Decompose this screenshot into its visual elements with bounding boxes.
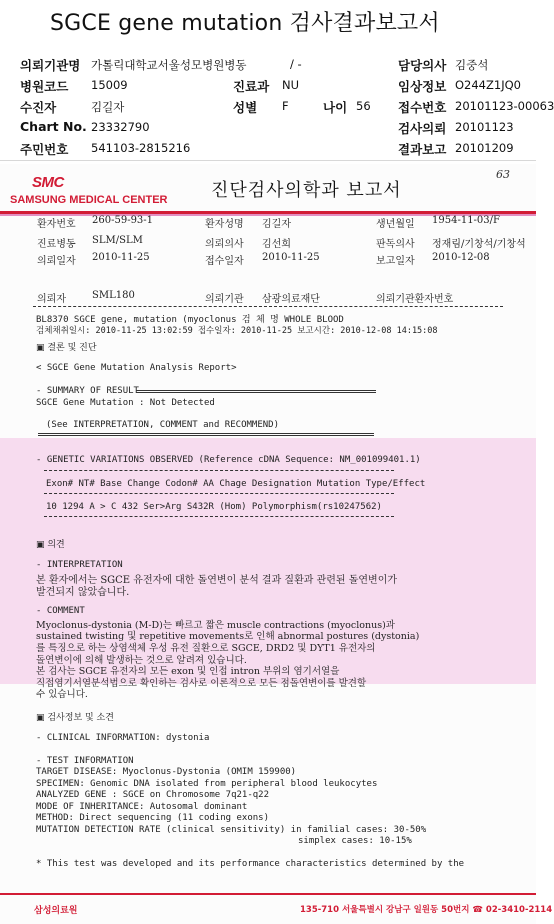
test-info-line: ANALYZED GENE : SGCE on Chromosome 7q21-q22 (36, 790, 269, 800)
label-attending-doctor: 담당의사 (398, 58, 447, 73)
info-label: 환자번호 (37, 219, 76, 230)
label-chart-no: Chart No. (20, 119, 87, 134)
smc-logo: SMC (32, 174, 64, 191)
value-ward: / - (290, 57, 302, 71)
disclaimer: * This test was developed and its performance characteristics determined by the (36, 859, 465, 869)
label-clinical-info: 임상정보 (398, 79, 447, 94)
info-label: 의뢰자 (37, 294, 66, 305)
interpretation-line: 본 환자에서는 SGCE 유전자에 대한 돌연변이 분석 결과 질환과 관련된 돌연변이가 (36, 575, 398, 586)
info-label: 의뢰의사 (205, 239, 244, 250)
page-mark: 63 (496, 168, 510, 181)
label-department: 진료과 (233, 79, 270, 94)
info-value: 정재림/기창석/기창석 (432, 239, 526, 250)
comment-line: 수 있습니다. (36, 689, 88, 700)
value-hospital-code: 15009 (91, 78, 128, 92)
footer-rule (0, 893, 536, 895)
divider (44, 493, 394, 494)
test-info-line: MUTATION DETECTION RATE (clinical sensitivity) in familial cases: 30-50% (36, 825, 427, 835)
variation-table-header: Exon# NT# Base Change Codon# AA Chage Designation Mutation Type/Effect (46, 479, 426, 489)
info-label: 환자성명 (205, 219, 244, 230)
info-label: 의뢰일자 (37, 256, 76, 267)
value-chart-no: 23332790 (91, 120, 150, 134)
divider (44, 470, 394, 471)
test-info-line: simplex cases: 10-15% (298, 836, 412, 846)
comment-line: 돌연변이에 의해 발생하는 것으로 알려져 있습니다. (36, 655, 247, 666)
info-label: 보고일자 (376, 256, 415, 267)
value-age: 56 (356, 99, 371, 113)
section-conclusion: ▣ 결론 및 진단 (36, 343, 97, 353)
value-attending-doctor: 김중석 (455, 58, 489, 72)
value-result-report: 20101209 (455, 141, 514, 155)
comment-heading: - COMMENT (36, 606, 85, 616)
value-patient: 김길자 (91, 100, 125, 114)
label-requesting-institution: 의뢰기관명 (20, 58, 81, 73)
info-value: 김선희 (262, 239, 291, 250)
value-department: NU (282, 78, 300, 92)
comment-line: sustained twisting 및 repetitive movements로 인해 abnormal postures (dystonia) (36, 631, 420, 642)
divider (44, 516, 394, 517)
value-clinical-info: O244Z1JQ0 (455, 78, 521, 92)
info-label: 생년월일 (376, 219, 415, 230)
label-result-report: 결과보고 (398, 142, 447, 157)
variations-heading: - GENETIC VARIATIONS OBSERVED (Reference cDNA Sequence: NM_001099401.1) (36, 455, 421, 465)
info-label: 접수일자 (205, 256, 244, 267)
info-label: 판독의사 (376, 239, 415, 250)
see-note: (See INTERPRETATION, COMMENT and RECOMMEND) (46, 420, 279, 430)
info-value: 2010-11-25 (92, 252, 150, 263)
test-info-line: SPECIMEN: Genomic DNA isolated from peripheral blood leukocytes (36, 779, 378, 789)
hospital-name-logo: SAMSUNG MEDICAL CENTER (10, 194, 168, 206)
info-value: 김길자 (262, 219, 291, 230)
interpretation-line: 발견되지 않았습니다. (36, 587, 130, 598)
test-info-line: MODE OF INHERITANCE: Autosomal dominant (36, 802, 248, 812)
label-patient: 수진자 (20, 100, 57, 115)
interpretation-heading: - INTERPRETATION (36, 560, 123, 570)
comment-line: 본 검사는 SGCE 유전자의 모든 exon 및 인접 intron 부위의 염기서열을 (36, 666, 340, 677)
variation-table-row: 10 1294 A > C 432 Ser>Arg S432R (Hom) Polymorphism(rs10247562) (46, 502, 382, 512)
label-sex: 성별 (233, 100, 258, 115)
summary-rule (136, 390, 376, 393)
page-title: SGCE gene mutation 검사결과보고서 (50, 11, 440, 36)
value-sex: F (282, 99, 289, 113)
footer-address: 135-710 서울특별시 강남구 일원동 50번지 ☎ 02-3410-2114 (300, 905, 553, 915)
test-info-line: METHOD: Direct sequencing (11 coding exons) (36, 813, 269, 823)
info-value: 1954-11-03/F (432, 215, 500, 226)
comment-line: Myoclonus-dystonia (M-D)는 빠르고 짧은 muscle contractions (myoclonus)과 (36, 620, 395, 631)
value-test-request: 20101123 (455, 120, 514, 134)
value-requesting-institution: 가톨릭대학교서울성모병원병동 (91, 58, 247, 72)
info-value: 삼광의료재단 (262, 294, 320, 305)
clinical-information: - CLINICAL INFORMATION: dystonia (36, 733, 210, 743)
info-value: 260-59-93-1 (92, 215, 154, 226)
info-value: SML180 (92, 290, 135, 301)
test-info-line: TARGET DISEASE: Myoclonus-Dystonia (OMIM 159900) (36, 767, 297, 777)
comment-line: 직접염기서열분석법으로 확인하는 검사로 이론적으로 모든 점돌연변이를 발견할 (36, 678, 367, 689)
label-test-request: 검사의뢰 (398, 121, 447, 136)
test-line: BL8370 SGCE gene, mutation (myoclonus 검 체 명 WHOLE BLOOD (36, 315, 344, 325)
label-hospital-code: 병원코드 (20, 79, 69, 94)
info-label: 의뢰기관 (205, 294, 244, 305)
test-information-heading: - TEST INFORMATION (36, 756, 134, 766)
divider (33, 306, 503, 307)
value-resident-number: 541103-2815216 (91, 141, 191, 155)
section-divider (0, 160, 536, 161)
double-rule (38, 433, 374, 436)
analysis-title: < SGCE Gene Mutation Analysis Report> (36, 363, 237, 373)
info-label: 진료병동 (37, 239, 76, 250)
report-title: 진단검사의학과 보고서 (211, 180, 402, 201)
summary-heading: - SUMMARY OF RESULT (36, 386, 139, 396)
info-label: 의뢰기관환자번호 (376, 294, 454, 305)
comment-line: 를 특징으로 하는 상염색체 우성 유전 질환으로 SGCE, DRD2 및 DYT1 유전자의 (36, 643, 376, 654)
info-value: 2010-12-08 (432, 252, 490, 263)
value-accession-number: 20101123-00063 (455, 99, 554, 113)
time-line: 검체채취일시: 2010-11-25 13:02:59 접수일자: 2010-11-25 보고시간: 2010-12-08 14:15:08 (36, 326, 438, 336)
label-age: 나이 (323, 100, 348, 115)
info-value: 2010-11-25 (262, 252, 320, 263)
footer-logo: 삼성의료원 (34, 906, 78, 916)
section-opinion: ▣ 의견 (36, 540, 65, 550)
label-accession-number: 접수번호 (398, 100, 447, 115)
label-resident-number: 주민번호 (20, 142, 69, 157)
summary-result: SGCE Gene Mutation : Not Detected (36, 398, 215, 408)
info-value: SLM/SLM (92, 235, 143, 246)
section-test-info: ▣ 검사정보 및 소견 (36, 713, 114, 723)
